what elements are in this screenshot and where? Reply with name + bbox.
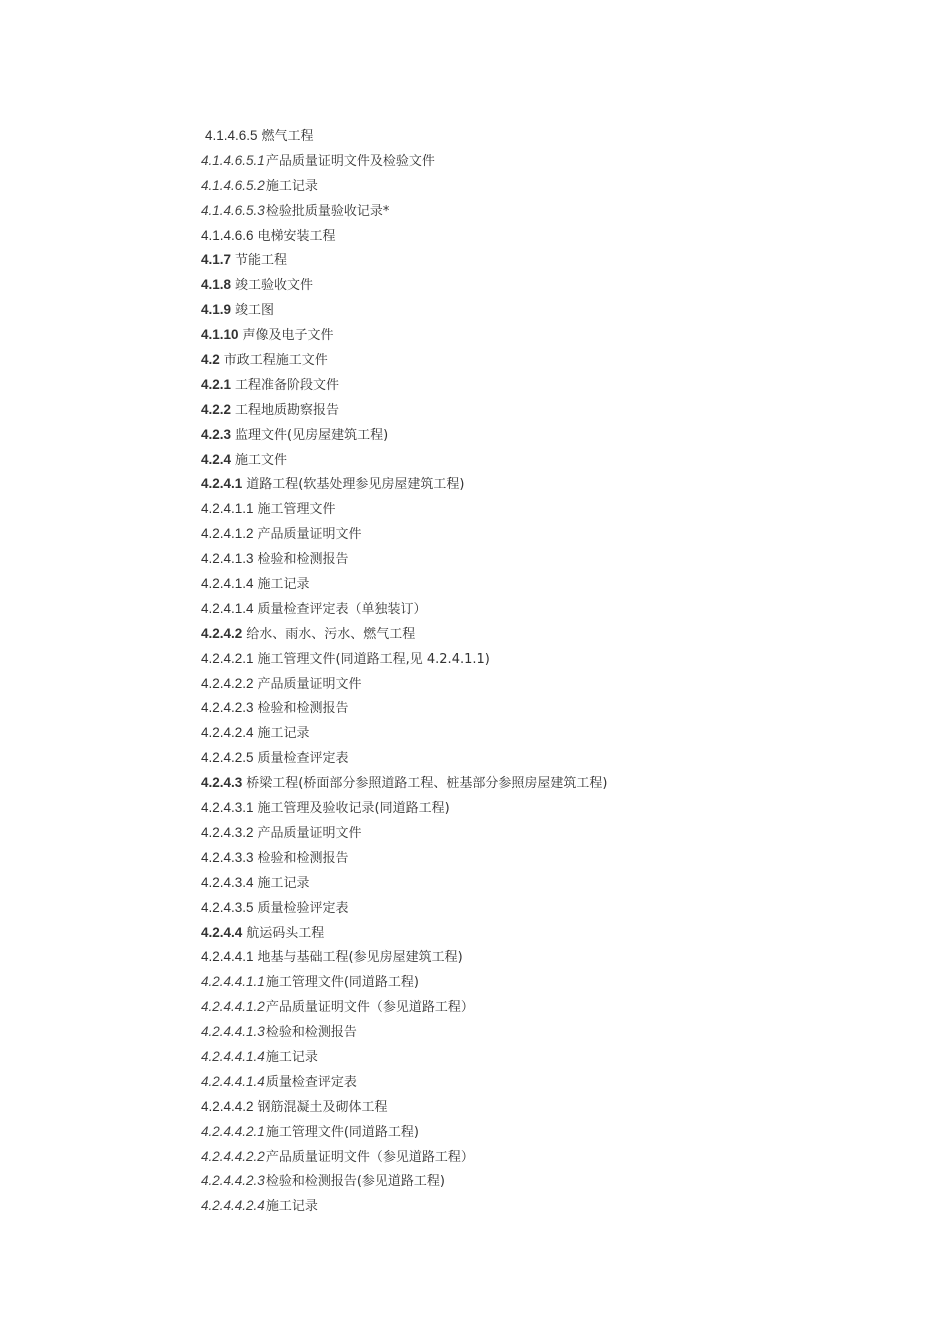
entry-title: 施工管理文件(同道路工程) <box>265 975 419 991</box>
outline-entry <box>201 995 607 1020</box>
entry-title: 质量检查评定表 <box>257 751 349 767</box>
entry-title: 检验和检测报告 <box>257 552 349 568</box>
entry-number: 4.2.4.1.4 <box>201 576 254 592</box>
entry-number: 4.2.4.3.3 <box>201 849 254 865</box>
entry-title: 检验和检测报告 <box>265 1025 357 1041</box>
entry-number: 4.2.4.4.2 <box>201 1098 254 1114</box>
outline-entry <box>201 448 607 473</box>
entry-number: 4.2.4.3.4 <box>201 874 254 890</box>
entry-title: 施工记录 <box>265 1049 318 1065</box>
entry-title: 施工记录 <box>257 577 310 593</box>
entry-title: 检验和检测报告 <box>257 701 349 717</box>
outline-entry <box>201 547 607 572</box>
entry-number: 4.2.4.2 <box>201 625 243 641</box>
entry-title: 产品质量证明文件（参见道路工程） <box>265 1000 474 1016</box>
outline-entry <box>201 1145 607 1170</box>
entry-number: 4.2.4.4.2.4 <box>201 1198 265 1214</box>
outline-entry <box>201 771 607 796</box>
entry-title: 施工记录 <box>265 178 318 194</box>
outline-entry <box>201 1095 607 1120</box>
entry-number: 4.2.2 <box>201 401 232 417</box>
entry-title: 质量检查评定表 <box>265 1074 357 1090</box>
entry-title: 给水、雨水、污水、燃气工程 <box>246 626 416 642</box>
entry-number: 4.2.4 <box>201 451 232 467</box>
entry-number: 4.2.4.2.4 <box>201 725 254 741</box>
entry-number: 4.2.4.4.1.1 <box>201 974 265 990</box>
outline-entry <box>201 1169 607 1194</box>
outline-entry <box>201 896 607 921</box>
entry-title: 竣工验收文件 <box>235 278 314 294</box>
entry-title: 道路工程(软基处理参见房屋建筑工程) <box>246 477 465 493</box>
outline-entry <box>201 622 607 647</box>
entry-title: 工程地质勘察报告 <box>235 402 340 418</box>
outline-entry <box>201 273 607 298</box>
entry-number: 4.2.4.2.5 <box>201 750 254 766</box>
outline-entry <box>201 472 607 497</box>
entry-title: 航运码头工程 <box>246 925 325 941</box>
entry-title: 质量检验评定表 <box>257 900 349 916</box>
entry-number: 4.1.4.6.5.1 <box>201 152 265 168</box>
entry-number: 4.2.4.4.1.3 <box>201 1024 265 1040</box>
entry-title: 地基与基础工程(参见房屋建筑工程) <box>257 950 463 966</box>
entry-number: 4.2.4.4.1.4 <box>201 1073 265 1089</box>
entry-title: 产品质量证明文件 <box>257 527 362 543</box>
outline-entry <box>201 248 607 273</box>
outline-entry <box>201 1194 607 1219</box>
entry-number: 4.2.4.4.2.2 <box>201 1148 265 1164</box>
entry-number: 4.2.4.3.5 <box>201 899 254 915</box>
outline-entry <box>201 597 607 622</box>
outline-entry <box>201 746 607 771</box>
outline-entry <box>201 373 607 398</box>
entry-number: 4.2.4.2.3 <box>201 700 254 716</box>
outline-entry <box>201 199 607 224</box>
outline-entry <box>201 696 607 721</box>
entry-number: 4.2.3 <box>201 426 232 442</box>
entry-title: 燃气工程 <box>261 129 314 144</box>
entry-number: 4.1.4.6.6 <box>201 227 254 243</box>
entry-title: 施工记录 <box>257 875 310 891</box>
entry-title: 产品质量证明文件 <box>257 825 362 841</box>
outline-entry <box>201 1070 607 1095</box>
entry-number: 4.2.4.3.2 <box>201 824 254 840</box>
outline-entry <box>201 423 607 448</box>
outline-entry <box>201 970 607 995</box>
entry-title: 声像及电子文件 <box>242 328 334 344</box>
entry-title: 质量检查评定表（单独装订） <box>257 601 427 617</box>
outline-entry <box>201 647 607 672</box>
outline-entry <box>201 846 607 871</box>
entry-title: 桥梁工程(桥面部分参照道路工程、桩基部分参照房屋建筑工程) <box>246 776 608 792</box>
outline-entry <box>201 323 607 348</box>
outline-entry <box>201 1120 607 1145</box>
outline-entry <box>201 298 607 323</box>
outline-entry <box>201 796 607 821</box>
entry-number: 4.2.4.3 <box>201 775 243 791</box>
outline-entry <box>201 124 607 149</box>
entry-title: 施工管理文件 <box>257 502 336 518</box>
entry-number: 4.2.4.4.2.1 <box>201 1123 265 1139</box>
entry-number: 4.2.4.2.2 <box>201 675 254 691</box>
entry-number: 4.2.4.4.2.3 <box>201 1173 265 1189</box>
entry-title: 钢筋混凝土及砌体工程 <box>257 1099 388 1115</box>
outline-entry <box>201 497 607 522</box>
entry-number: 4.2.4.2.1 <box>201 650 254 666</box>
entry-number: 4.1.8 <box>201 277 232 293</box>
entry-number: 4.2.4.1 <box>201 476 243 492</box>
entry-title: 竣工图 <box>235 303 275 319</box>
entry-number: 4.2.4.4.1 <box>201 949 254 965</box>
document-outline <box>201 124 607 1219</box>
entry-title: 产品质量证明文件（参见道路工程） <box>265 1149 474 1165</box>
entry-number: 4.2.4.1.3 <box>201 551 254 567</box>
entry-number: 4.2.4.3.1 <box>201 800 254 816</box>
entry-number: 4.2 <box>201 352 220 368</box>
entry-number: 4.1.4.6.5.2 <box>201 177 265 193</box>
outline-entry <box>201 921 607 946</box>
outline-entry <box>201 672 607 697</box>
entry-number: 4.2.1 <box>201 376 232 392</box>
entry-title: 检验批质量验收记录* <box>265 203 390 219</box>
entry-number: 4.2.4.4 <box>201 924 243 940</box>
outline-entry <box>201 945 607 970</box>
outline-entry <box>201 224 607 249</box>
entry-title: 施工管理及验收记录(同道路工程) <box>257 801 450 817</box>
entry-title: 产品质量证明文件及检验文件 <box>265 153 435 169</box>
entry-number: 4.2.4.1.4 <box>201 600 254 616</box>
entry-number: 4.1.9 <box>201 302 232 318</box>
entry-title: 电梯安装工程 <box>257 228 336 244</box>
entry-title: 节能工程 <box>235 253 288 269</box>
entry-title: 施工管理文件(同道路工程,见 4.2.4.1.1) <box>257 651 490 667</box>
outline-entry <box>201 398 607 423</box>
entry-title: 检验和检测报告(参见道路工程) <box>265 1174 445 1190</box>
outline-entry <box>201 149 607 174</box>
entry-number: 4.1.10 <box>201 327 239 343</box>
entry-title: 产品质量证明文件 <box>257 676 362 692</box>
outline-entry <box>201 572 607 597</box>
outline-entry <box>201 522 607 547</box>
entry-number: 4.2.4.1.1 <box>201 501 254 517</box>
entry-title: 施工管理文件(同道路工程) <box>265 1124 419 1140</box>
outline-entry <box>201 871 607 896</box>
entry-number: 4.2.4.4.1.2 <box>201 999 265 1015</box>
entry-title: 市政工程施工文件 <box>223 353 328 369</box>
entry-title: 工程准备阶段文件 <box>235 377 340 393</box>
entry-number: 4.2.4.4.1.4 <box>201 1048 265 1064</box>
outline-entry <box>201 1045 607 1070</box>
entry-title: 检验和检测报告 <box>257 850 349 866</box>
outline-entry <box>201 721 607 746</box>
outline-entry <box>201 821 607 846</box>
outline-entry <box>201 174 607 199</box>
entry-number: 4.2.4.1.2 <box>201 526 254 542</box>
outline-entry <box>201 348 607 373</box>
entry-number: 4.1.4.6.5 <box>205 128 258 143</box>
entry-number: 4.1.4.6.5.3 <box>201 202 265 218</box>
outline-entry <box>201 1020 607 1045</box>
entry-number: 4.1.7 <box>201 252 232 268</box>
entry-title: 监理文件(见房屋建筑工程) <box>235 427 389 443</box>
entry-title: 施工文件 <box>235 452 288 468</box>
entry-title: 施工记录 <box>257 726 310 742</box>
entry-title: 施工记录 <box>265 1199 318 1215</box>
